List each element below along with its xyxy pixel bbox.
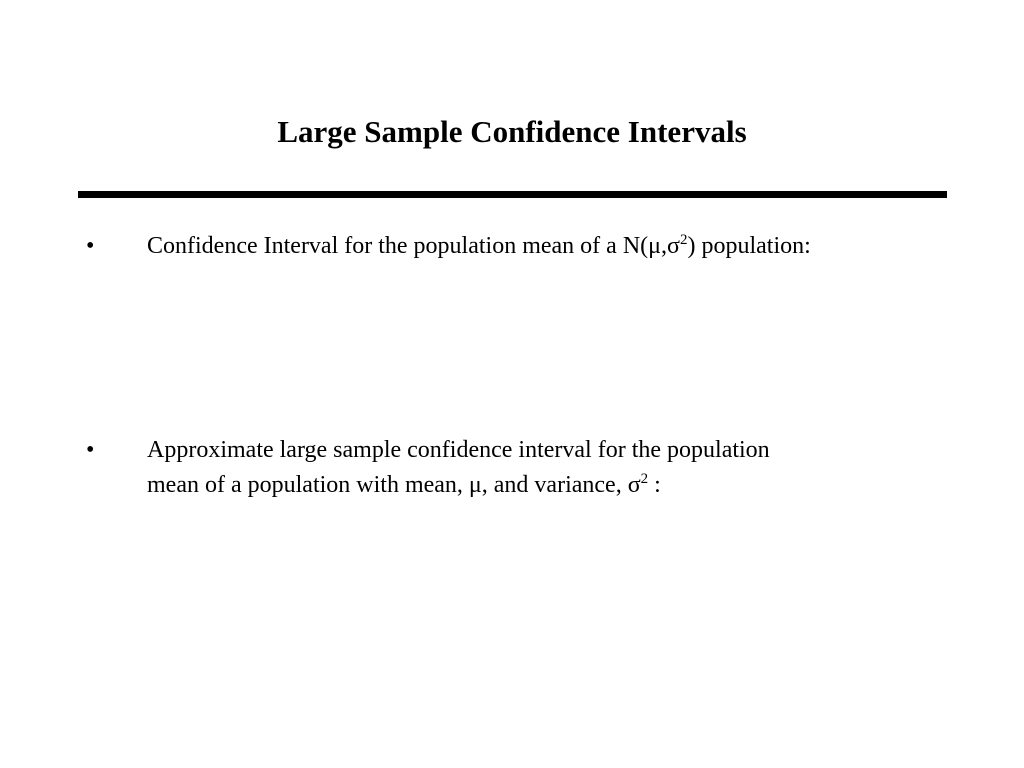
bullet-text	[147, 433, 937, 503]
superscript-exponent: 2	[640, 471, 649, 487]
bullet-text-main: Confidence Interval for the population mean of a N(μ,σ	[147, 233, 680, 259]
bullet-text-tail: ) population:	[687, 233, 811, 259]
bullet-item-normal-ci	[86, 229, 946, 269]
slide-title: Large Sample Confidence Intervals	[277, 114, 747, 149]
bullet-text-line1: Approximate large sample confidence interval for the population	[147, 437, 770, 463]
superscript-exponent: 2	[679, 232, 688, 248]
title-divider	[78, 191, 947, 198]
bullet-icon: •	[86, 437, 95, 463]
bullet-item-large-sample-ci	[86, 433, 946, 508]
bullet-text	[147, 229, 937, 264]
bullet-text-line2: mean of a population with mean, μ, and variance, σ	[147, 472, 641, 498]
bullet-text-tail: :	[648, 472, 661, 498]
bullet-icon: •	[86, 233, 95, 259]
